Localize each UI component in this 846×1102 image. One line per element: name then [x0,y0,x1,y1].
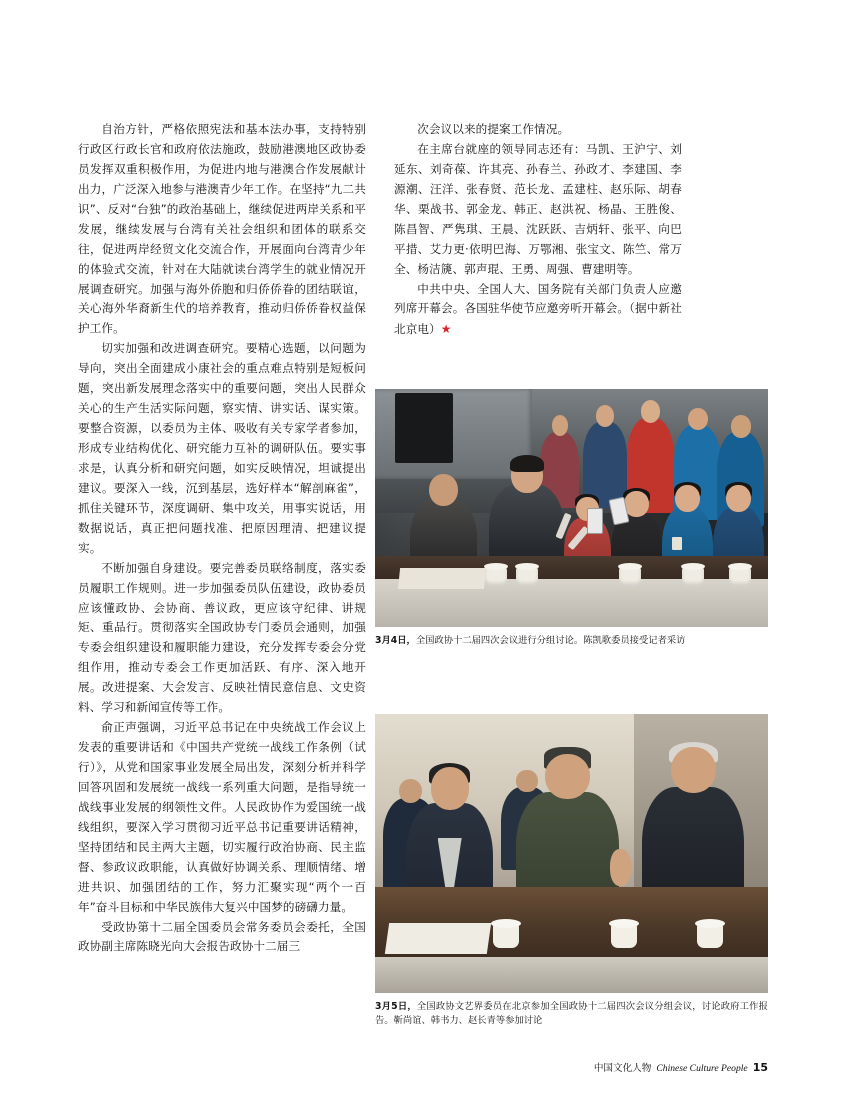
gesturing-hand [610,849,630,886]
paragraph-continuation: 自治方针，严格依照宪法和基本法办事，支持特别行政区行政长官和政府依法施政，鼓励港澳地区政协委员发挥双重积极作用，为促进内地与港澳合作发展献计出力，广泛深入地参与港澳青少年工作。在坚持“九二共识”、反对“台独”的政治基础上，继续促进两岸关系和平发展，继续发展与台湾有关社会组织和团体的联系交往，促进两岸经贸文化交流合作，开展面向台湾青少年的体验式交流，针对在大陆就读台湾学生的就业情况开展调查研究。加强与海外侨胞和归侨侨眷的团结联谊，关心海外华裔新生代的培养教育，推动归侨侨眷权益保护工作。 [78,122,366,336]
smartphone [587,508,603,534]
tea-cup [729,567,751,587]
paragraph-yu-zhengsheng: 俞正声强调，习近平总书记在中央统战工作会议上发表的重要讲话和《中国共产党统一战线工作条例（试行）》，从党和国家事业发展全局出发，深刻分析并科学回答巩固和发展统一战线一系列重大问题，是指导统一战线事业发展的纲领性文件。人民政协作为爱国统一战线组织，要深入学习贯彻习近平总书记重要讲话精神，坚持团结和民主两大主题，切实履行政治协商、民主监督、参政议政职能，认真做好协调关系、理顺情绪、增进共识、加强团结的工作，努力汇聚实现“两个一百年”奋斗目标和中华民族伟大复兴中国梦的磅礴力量。 [78,720,366,914]
face [726,485,751,512]
tea-cup [485,567,507,587]
face [431,767,469,809]
face [675,485,700,512]
caption-text: 全国政协十二届四次会议进行分组讨论。陈凯歌委员接受记者采访 [415,635,686,646]
page-footer [594,1060,768,1074]
paragraph-proposal-report: 受政协第十二届全国委员会常务委员会委托，全国政协副主席陈晓光向大会报告政协十二届三 [78,919,366,954]
face [429,474,458,506]
paragraph-research: 切实加强和改进调查研究。要精心选题，以问题为导向，突出全面建成小康社会的重点难点特别是短板问题，突出新发展理念落实中的重要问题，突出人民群众关心的生产生活实际问题，察实情、讲实话、谋实策。要整合资源，以委员为主体、吸收有关专家学者参加，形成专业结构优化、研究能力互补的调研队伍。要实事求是，认真分析和研究问题，如实反映情况，坦诚提出建议。要深入一线，沉到基层，选好样本“解剖麻雀”，抓住关键环节，深度调研、集中攻关，用事实说话，用数据说话，真正把问题找准、把原因理清、把建议提实。 [78,341,366,555]
caption-text: 全国政协文艺界委员在北京参加全国政协十二届四次会议分组会议，讨论政府工作报告。靳尚谊、韩书力、赵长青等参加讨论 [375,1001,768,1026]
end-mark: ★ [440,322,452,337]
left-text-column [78,120,366,957]
caption-date: 3月4日， [375,635,416,646]
paragraph-attendees: 中共中央、全国人大、国务院有关部门负责人应邀列席开幕会。各国驻华使节应邀旁听开幕会。（据中新社北京电）★ [394,281,682,337]
footer-title-cn: 中国文化人物 [593,1063,652,1074]
table-skirt [375,957,768,993]
tea-cup [611,924,637,948]
tea-cup [516,567,538,587]
paragraph-self-construction: 不断加强自身建设。要完善委员联络制度，落实委员履职工作规则。进一步加强委员队伍建设，政协委员应该懂政协、会协商、善议政，更应该守纪律、讲规矩、重品行。贯彻落实全国政协专门委员会通则，加强专委会组织建设和履职能力建设，充分发挥专委会分党组作用，推动专委会工作更加活跃、有序、深入地开展。改进提案、大会发言、反映社情民意信息、文史资料、学习和新闻宣传等工作。 [78,560,366,715]
documents [385,923,491,954]
photo-group-discussion [375,389,768,627]
right-text-column [394,120,682,340]
press-badge [672,537,682,550]
photo-art-delegates [375,714,768,993]
photo-caption-2 [375,1000,768,1028]
tea-cup [697,924,723,948]
tea-cup [619,567,641,587]
paragraph-leaders-list: 在主席台就座的领导同志还有：马凯、王沪宁、刘延东、刘奇葆、许其亮、孙春兰、孙政才、李建国、李源潮、汪洋、张春贤、范长龙、孟建柱、赵乐际、胡春华、栗战书、郭金龙、韩正、赵洪祝、杨晶、王胜俊、陈昌智、严隽琪、王晨、沈跃跃、吉炳轩、张平、向巴平措、艾力更·依明巴海、万鄂湘、张宝文、陈竺、常万全、杨洁篪、郭声琨、王勇、周强、曹建明等。 [394,141,682,276]
photo-caption-1 [375,634,768,648]
speaker-box [395,393,453,463]
caption-date: 3月5日， [375,1001,417,1012]
footer-title-en: Chinese Culture People [656,1063,748,1074]
paragraph-report-continuation: 次会议以来的提案工作情况。 [417,122,570,136]
tea-cup [682,567,704,587]
face [545,754,590,799]
photo-block-2 [375,714,768,1028]
face [671,747,716,794]
photo-block-1 [375,389,768,648]
hair [510,455,544,473]
page-number: 15 [752,1061,768,1074]
documents [397,568,486,589]
tea-cup [493,924,519,948]
